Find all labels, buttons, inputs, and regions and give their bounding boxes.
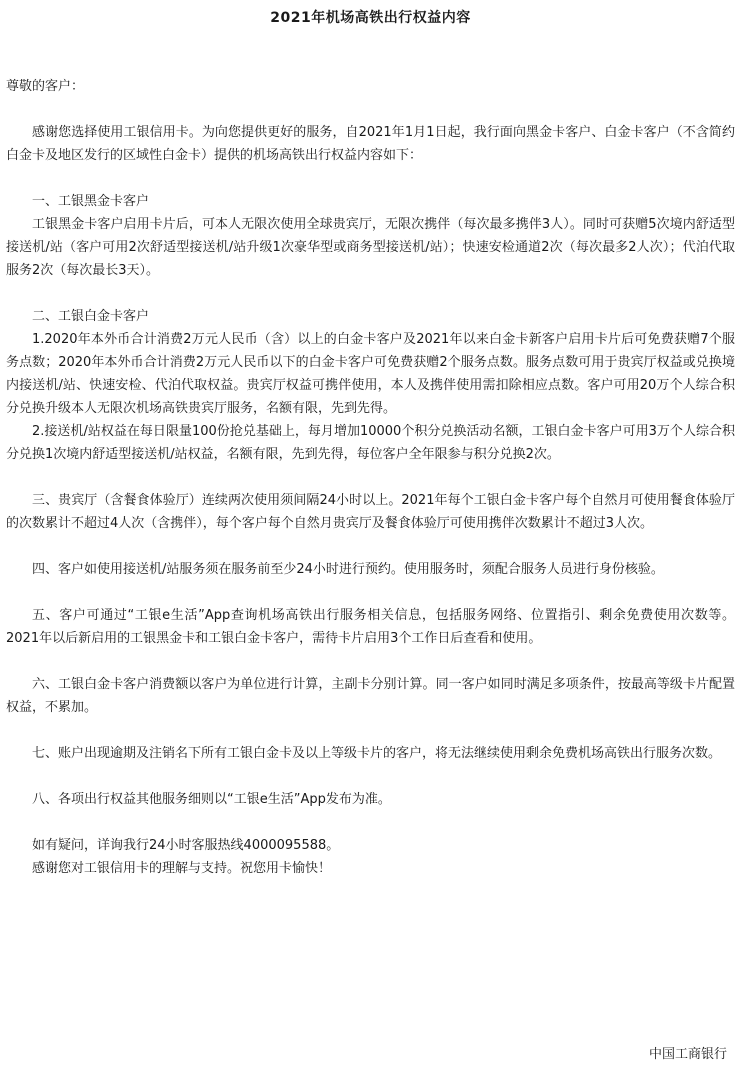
signature-bank-name: 中国工商银行 xyxy=(648,1047,727,1062)
rule-item: 七、账户出现逾期及注销名下所有工银白金卡及以上等级卡片的客户，将无法继续使用剩余免费机场高铁出行服务次数。 xyxy=(32,746,722,761)
rule-item: 八、各项出行权益其他服务细则以“工银e生活”App发布为准。 xyxy=(32,792,391,807)
section-paragraph: 2.接送机/站权益在每日限量100份抢兑基础上，每月增加10000个积分兑换活动名额，工银白金卡客户可用3万个人综合积分兑换1次境内舒适型接送机/站权益，名额有限，先到先得，每位客户全年限参与积分兑换2次。 xyxy=(6,424,735,462)
rule-item: 六、工银白金卡客户消费额以客户为单位进行计算，主副卡分别计算。同一客户如同时满足多项条件，按最高等级卡片配置权益，不累加。 xyxy=(6,677,735,715)
spacer xyxy=(6,282,735,305)
section-paragraph: 1.2020年本外币合计消费2万元人民币（含）以上的白金卡客户及2021年以来白金卡新客户启用卡片后可免费获赠7个服务点数；2020年本外币合计消费2万元人民币以下的白金卡客户可免费获赠2个服务点数。服务点数可用于贵宾厅权益或兑换境内接送机/站、快速安检、代泊代取权益。贵宾厅权益可携伴使用，本人及携伴使用需扣除相应点数。客户可用20万个人综合积分兑换升级本人无限次机场高铁贵宾厅服务，名额有限，先到先得。 xyxy=(6,332,735,416)
spacer xyxy=(6,167,735,190)
spacer xyxy=(6,719,735,742)
spacer xyxy=(6,650,735,673)
section-heading-black-card: 一、工银黑金卡客户 xyxy=(32,194,150,209)
document-body xyxy=(6,29,735,880)
spacer xyxy=(6,29,735,52)
spacer xyxy=(6,466,735,489)
spacer xyxy=(6,52,735,75)
spacer xyxy=(6,535,735,558)
rule-item: 四、客户如使用接送机/站服务须在服务前至少24小时进行预约。使用服务时，须配合服务人员进行身份核验。 xyxy=(32,562,664,577)
document-title: 2021年机场高铁出行权益内容 xyxy=(270,10,471,26)
intro-paragraph: 感谢您选择使用工银信用卡。为向您提供更好的服务，自2021年1月1日起，我行面向黑金卡客户、白金卡客户（不含简约白金卡及地区发行的区域性白金卡）提供的机场高铁出行权益内容如下： xyxy=(6,125,735,163)
closing-thanks: 感谢您对工银信用卡的理解与支持。祝您用卡愉快！ xyxy=(32,861,332,876)
spacer xyxy=(6,811,735,834)
greeting: 尊敬的客户： xyxy=(6,79,85,94)
spacer xyxy=(6,98,735,121)
rule-item: 五、客户可通过“工银e生活”App查询机场高铁出行服务相关信息，包括服务网络、位置指引、剩余免费使用次数等。2021年以后新启用的工银黑金卡和工银白金卡客户，需待卡片启用3个工作日后查看和使用。 xyxy=(6,608,735,646)
spacer xyxy=(6,581,735,604)
section-paragraph: 工银黑金卡客户启用卡片后，可本人无限次使用全球贵宾厅，无限次携伴（每次最多携伴3人）。同时可获赠5次境内舒适型接送机/站（客户可用2次舒适型接送机/站升级1次豪华型或商务型接送机/站）；快速安检通道2次（每次最多2人次）；代泊代取服务2次（每次最长3天）。 xyxy=(6,217,735,278)
section-heading-platinum-card: 二、工银白金卡客户 xyxy=(32,309,150,324)
spacer xyxy=(6,765,735,788)
closing-hotline: 如有疑问，详询我行24小时客服热线4000095588。 xyxy=(32,838,340,853)
rule-item: 三、贵宾厅（含餐食体验厅）连续两次使用须间隔24小时以上。2021年每个工银白金卡客户每个自然月可使用餐食体验厅的次数累计不超过4人次（含携伴），每个客户每个自然月贵宾厅及餐食体验厅可使用携伴次数累计不超过3人次。 xyxy=(6,493,735,531)
